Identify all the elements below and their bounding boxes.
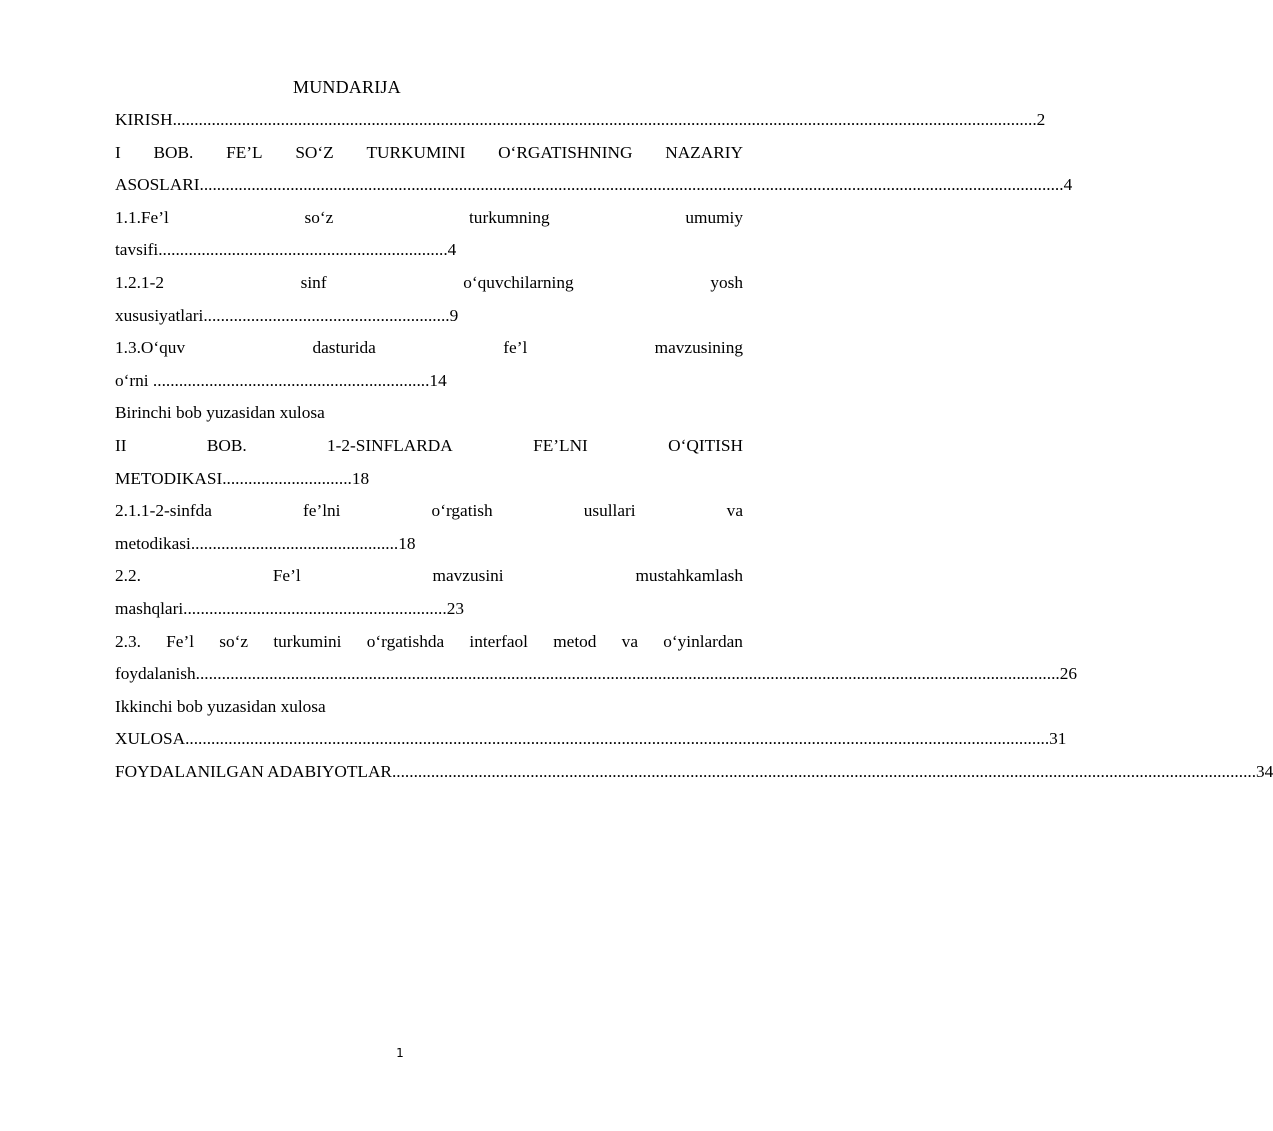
toc-leader-dots: ........................................................................................................................................................................................................ [172,110,1037,129]
toc-entry-s23 [115,630,743,663]
toc-entry-s23-cont [115,662,1077,695]
toc-page-number: 14 [429,370,447,390]
toc-word: FE’LNI [533,435,588,455]
toc-entry-text: ASOSLARI [115,175,200,195]
toc-word: va [726,501,743,521]
toc-word: o‘rgatish [431,501,493,521]
toc-entry-s11-cont [115,238,743,271]
toc-entry-text: metodikasi [115,533,191,553]
toc-word: turkumini [273,631,342,651]
toc-word: fe’l [503,338,528,358]
toc-entry-text: METODIKASI [115,468,223,488]
toc-word: 1-2-SINFLARDA [327,435,453,455]
page-number: 1 [396,1046,404,1060]
toc-word: TURKUMINI [366,142,466,162]
toc-leader-dots: ........................................................................................................................................................................................................ [185,729,1050,749]
toc-entry-s22 [115,564,743,597]
toc-word: sinf [300,272,327,292]
toc-entry-s11 [115,206,743,239]
toc-entry-text: o‘rni [115,370,153,390]
toc-word: o‘quvchilarning [463,272,574,292]
toc-entry-s13-cont [115,369,743,402]
toc-entry-bob1 [115,141,743,174]
toc-entry-text: FOYDALANILGAN ADABIYOTLAR [115,761,392,781]
toc-entry-text: xususiyatlari [115,305,204,325]
toc-page-number: 23 [446,598,464,618]
toc-page-number: 18 [351,468,370,488]
toc-page-number: 26 [1059,664,1077,684]
toc-leader-dots: ................................................................... [158,240,448,260]
toc-entry-s21 [115,499,743,532]
toc-entry-text: KIRISH [115,110,173,129]
toc-page-number: 34 [1256,761,1273,781]
toc-entry-s22-cont [115,597,743,630]
page-title: MUNDARIJA [293,77,401,97]
toc-word: BOB. [206,435,247,455]
toc-word: o‘rgatishda [366,631,445,651]
toc-entry-text: XULOSA [115,729,186,749]
toc-word: SO‘Z [295,142,334,162]
toc-entry-bob1-cont [115,173,1073,206]
toc-word: fe’lni [303,501,341,521]
toc-leader-dots: ........................................................................................................................................................................................................ [195,664,1060,684]
toc-page-number: 4 [1063,175,1073,195]
toc-word: yosh [710,272,743,292]
toc-word: mustahkamlash [635,566,743,586]
toc-word: NAZARIY [665,142,743,162]
toc-leader-dots: ........................................................................................................................................................................................................ [391,761,1257,781]
toc-leader-dots: ............................................................. [183,598,447,618]
toc-word: O‘RGATISHNING [498,142,633,162]
toc-word: va [621,631,638,651]
toc-word: II [115,435,127,455]
toc-word: 1.3.O‘quv [115,338,186,358]
toc-leader-dots: .............................. [222,468,352,488]
toc-entry-bob2 [115,434,743,467]
toc-word: BOB. [153,142,194,162]
toc-leader-dots: ........................................................................................................................................................................................................ [199,175,1064,195]
toc-word: interfaol [469,631,528,651]
toc-entry-s12 [115,271,743,304]
toc-word: so‘z [304,207,334,227]
table-of-contents [115,108,1273,792]
toc-entry-xulosa1: Birinchi bob yuzasidan xulosa [115,403,325,423]
toc-entry-adabiyot [115,760,1273,793]
toc-word: 2.1.1-2-sinfda [115,501,212,521]
toc-word: Fe’l [166,631,195,651]
toc-entry-s12-cont [115,304,743,337]
toc-page-number: 18 [398,533,416,553]
toc-word: dasturida [312,338,376,358]
toc-entry-kirish [115,108,1046,141]
toc-word: metod [553,631,597,651]
toc-word: turkumning [469,207,550,227]
toc-page-number: 9 [449,305,459,325]
toc-page-number: 4 [447,240,457,260]
toc-word: 1.1.Fe’l [115,207,169,227]
toc-leader-dots: ................................................................ [152,370,430,390]
toc-word: I [115,142,121,162]
toc-word: Fe’l [272,566,301,586]
toc-word: O‘QITISH [668,435,743,455]
toc-entry-xulosa [115,727,1067,760]
toc-entry-bob2-cont [115,467,743,500]
toc-word: usullari [583,501,636,521]
toc-word: 1.2.1-2 [115,272,164,292]
toc-word: 2.2. [115,566,141,586]
toc-entry-xulosa2: Ikkinchi bob yuzasidan xulosa [115,696,326,716]
toc-entry-text: foydalanish [115,664,196,684]
toc-word: o‘yinlardan [663,631,743,651]
toc-page-number: 31 [1049,729,1067,749]
toc-entry-s21-cont [115,532,743,565]
toc-word: mavzusini [432,566,504,586]
toc-entry-s13 [115,336,743,369]
toc-leader-dots: ................................................ [190,533,399,553]
toc-word: FE’L [226,142,263,162]
toc-word: umumiy [685,207,743,227]
toc-entry-text: tavsifi [115,240,159,260]
toc-word: 2.3. [115,631,141,651]
toc-entry-text: mashqlari [115,598,184,618]
toc-page-number: 2 [1036,110,1046,129]
toc-leader-dots: ......................................................... [203,305,450,325]
toc-word: so‘z [219,631,249,651]
toc-word: mavzusining [654,338,743,358]
